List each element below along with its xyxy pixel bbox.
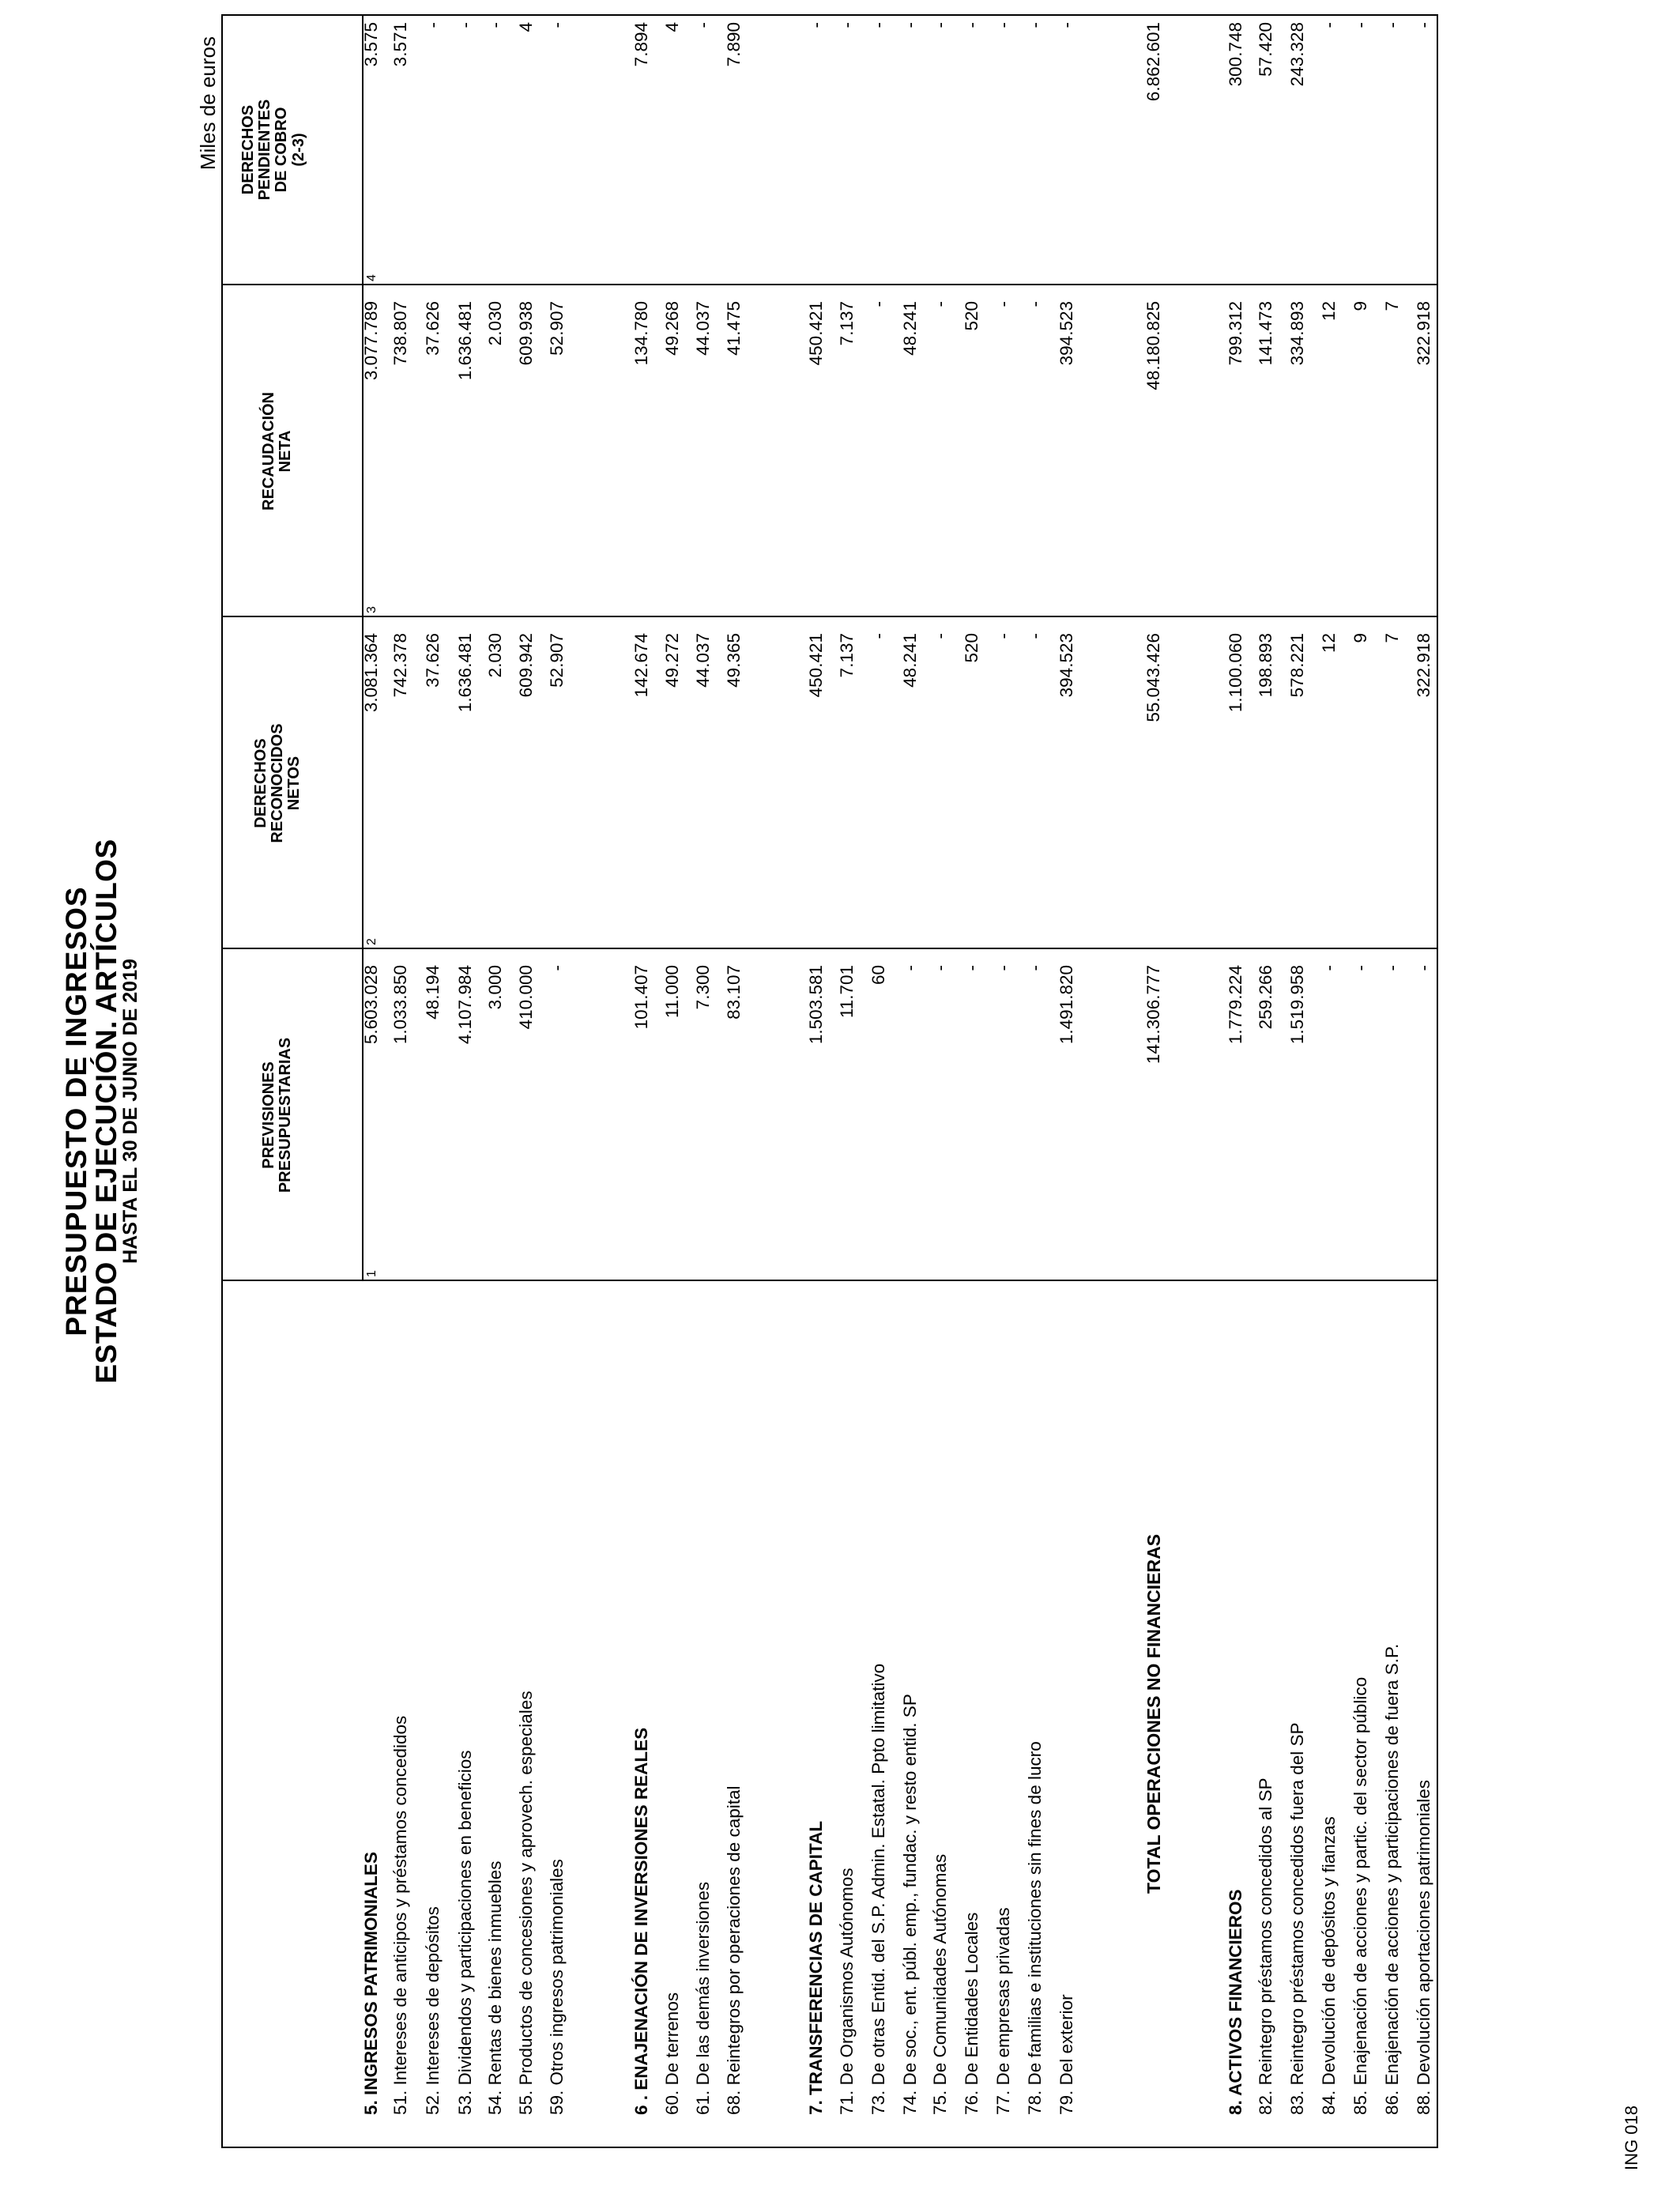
row-value: 1.519.958: [1287, 965, 1307, 1045]
row-value: -: [993, 965, 1013, 971]
section-row: [356, 16, 387, 2147]
row-value: 55.043.426: [1143, 633, 1163, 722]
table-row: [831, 16, 863, 2147]
heading-line: DERECHOS: [239, 104, 257, 195]
row-value: 394.523: [1057, 633, 1076, 698]
row-value: 7.300: [693, 965, 713, 1010]
row-value: 41.475: [724, 301, 744, 356]
row-label: 55. Productos de concesiones y aprovech. especiales: [516, 1691, 536, 2115]
row-label: 79. Del exterior: [1057, 1994, 1076, 2115]
table-row: [385, 16, 416, 2147]
table-row: [988, 16, 1019, 2147]
table-row: [480, 16, 511, 2147]
row-value: -: [1319, 22, 1339, 28]
row-value: 450.421: [806, 301, 826, 366]
row-value: 5.603.028: [361, 965, 381, 1045]
row-label: 7. TRANSFERENCIAS DE CAPITAL: [806, 1820, 826, 2115]
heading-line: NETOS: [285, 756, 303, 811]
document-code: ING 018: [1622, 2105, 1641, 2170]
row-value: 2.030: [485, 633, 505, 678]
row-value: -: [547, 965, 567, 971]
row-value: 578.221: [1287, 633, 1307, 698]
row-value: 1.100.060: [1226, 633, 1245, 713]
row-value: -: [547, 22, 567, 28]
row-value: 7.890: [724, 22, 744, 67]
table-row: [925, 16, 956, 2147]
heading-line: RECAUDACIÓN: [260, 392, 277, 511]
table-row: [1313, 16, 1345, 2147]
row-value: -: [993, 301, 1013, 307]
row-value: -: [993, 22, 1013, 28]
row-value: 49.272: [662, 633, 682, 688]
row-value: -: [455, 22, 475, 28]
row-value: -: [1350, 965, 1370, 971]
row-value: -: [930, 633, 950, 639]
heading-line: DE COBRO: [273, 107, 291, 193]
row-value: 1.636.481: [455, 633, 475, 713]
row-label: 75. De Comunidades Autónomas: [930, 1853, 950, 2115]
column-number: 1: [365, 1270, 379, 1277]
row-value: -: [900, 965, 920, 971]
row-value: 410.000: [516, 965, 536, 1030]
table-row: [956, 16, 988, 2147]
row-label: 88. Devolución aportaciones patrimoniales: [1414, 1780, 1433, 2115]
section-row: [626, 16, 657, 2147]
budget-table: [221, 14, 1438, 2148]
row-value: 48.194: [423, 965, 443, 1020]
row-value: -: [806, 22, 826, 28]
row-value: 60: [868, 965, 888, 986]
title-block: [62, 835, 141, 1388]
row-value: 7: [1382, 301, 1402, 311]
row-value: 48.241: [900, 301, 920, 356]
table-row: [541, 16, 573, 2147]
row-value: 37.626: [423, 301, 443, 356]
row-value: 243.328: [1287, 22, 1307, 87]
row-value: -: [1382, 22, 1402, 28]
table-row: [510, 16, 542, 2147]
row-value: -: [930, 965, 950, 971]
row-value: -: [868, 301, 888, 307]
row-value: 12: [1319, 301, 1339, 322]
table-row: [1345, 16, 1377, 2147]
row-value: 742.378: [390, 633, 410, 698]
row-value: 52.907: [547, 633, 567, 688]
row-value: -: [423, 22, 443, 28]
table-row: [657, 16, 688, 2147]
table-row: [895, 16, 926, 2147]
row-value: 83.107: [724, 965, 744, 1020]
heading-line: PRESUPUESTARIAS: [277, 1037, 295, 1193]
row-label: 77. De empresas privadas: [993, 1907, 1013, 2115]
row-value: 799.312: [1226, 301, 1245, 366]
row-value: -: [837, 22, 857, 28]
row-value: 134.780: [631, 301, 651, 366]
row-label: 84. Devolución de depósitos y fianzas: [1319, 1816, 1339, 2115]
row-value: 3.077.789: [361, 301, 381, 381]
total-row: [1138, 16, 1170, 2147]
row-value: -: [1025, 22, 1045, 28]
row-label: 8. ACTIVOS FINANCIEROS: [1226, 1889, 1245, 2115]
table-row: [1377, 16, 1408, 2147]
row-value: 520: [962, 301, 981, 331]
row-value: 3.575: [361, 22, 381, 67]
row-value: 450.421: [806, 633, 826, 698]
row-value: 520: [962, 633, 981, 663]
table-row: [450, 16, 481, 2147]
row-value: 141.473: [1256, 301, 1275, 366]
row-value: 4: [516, 22, 536, 32]
row-value: 7: [1382, 633, 1402, 643]
row-value: 49.365: [724, 633, 744, 688]
units-label: Miles de euros: [196, 36, 220, 171]
row-value: -: [1025, 301, 1045, 307]
row-value: 300.748: [1226, 22, 1245, 87]
row-label: 6 . ENAJENACIÓN DE INVERSIONES REALES: [631, 1727, 651, 2115]
row-value: 48.180.825: [1143, 301, 1163, 390]
row-label: 74. De soc., ent. públ. emp., fundac. y resto entid. SP: [900, 1694, 920, 2115]
row-label: 71. De Organismos Autónomos: [837, 1868, 857, 2115]
table-row: [718, 16, 750, 2147]
row-label: 73. De otras Entid. del S.P. Admin. Estatal. Ppto limitativo: [868, 1663, 888, 2115]
column-heading-derechos-reconocidos: [253, 617, 303, 949]
row-value: -: [930, 301, 950, 307]
row-value: 7.137: [837, 301, 857, 346]
row-value: 141.306.777: [1143, 965, 1163, 1065]
row-value: -: [693, 22, 713, 28]
row-label: 51. Intereses de anticipos y préstamos concedidos: [390, 1715, 410, 2115]
row-value: -: [868, 633, 888, 639]
row-value: -: [1414, 965, 1433, 971]
row-value: 9: [1350, 633, 1370, 643]
row-value: 3.571: [390, 22, 410, 67]
row-value: -: [962, 22, 981, 28]
row-value: 12: [1319, 633, 1339, 654]
row-value: -: [993, 633, 1013, 639]
report-subtitle: ESTADO DE EJECUCIÓN. ARTÍCULOS: [89, 839, 122, 1384]
row-label: 5. INGRESOS PATRIMONIALES: [361, 1852, 381, 2115]
row-value: 609.938: [516, 301, 536, 366]
row-value: -: [930, 22, 950, 28]
row-label: 76. De Entidades Locales: [962, 1912, 981, 2115]
row-value: 1.033.850: [390, 965, 410, 1045]
report-date-line: HASTA EL 30 DE JUNIO DE 2019: [119, 959, 142, 1264]
row-value: 11.701: [837, 965, 857, 1019]
row-value: 738.807: [390, 301, 410, 366]
row-value: 322.918: [1414, 301, 1433, 366]
row-value: 1.779.224: [1226, 965, 1245, 1045]
row-label: 60. De terrenos: [662, 1992, 682, 2115]
row-label: 54. Rentas de bienes inmuebles: [485, 1860, 505, 2115]
row-value: 44.037: [693, 301, 713, 356]
row-value: -: [1350, 22, 1370, 28]
row-value: 4.107.984: [455, 965, 475, 1045]
row-value: -: [962, 965, 981, 971]
row-label: 83. Reintegro préstamos concedidos fuera del SP: [1287, 1722, 1307, 2115]
row-label: 78. De familias e instituciones sin fines de lucro: [1025, 1741, 1045, 2115]
row-value: 142.674: [631, 633, 651, 698]
table-row: [1051, 16, 1083, 2147]
row-value: 394.523: [1057, 301, 1076, 366]
row-label: 85. Enajenación de acciones y partic. del sector público: [1350, 1676, 1370, 2115]
row-value: 44.037: [693, 633, 713, 688]
heading-line: RECONOCIDOS: [269, 723, 287, 843]
report-title: PRESUPUESTO DE INGRESOS: [60, 886, 92, 1336]
heading-line: NETA: [277, 430, 295, 473]
column-heading-previsiones: [261, 949, 294, 1281]
row-value: -: [1382, 965, 1402, 971]
section-row: [1220, 16, 1252, 2147]
row-value: 101.407: [631, 965, 651, 1030]
column-number: 2: [365, 938, 379, 945]
table-row: [1019, 16, 1051, 2147]
row-value: 198.893: [1256, 633, 1275, 698]
row-value: 52.907: [547, 301, 567, 356]
table-row: [1250, 16, 1282, 2147]
row-value: -: [485, 22, 505, 28]
row-value: 57.420: [1256, 22, 1275, 77]
row-value: 334.893: [1287, 301, 1307, 366]
row-label: 53. Dividendos y participaciones en beneficios: [455, 1750, 475, 2115]
row-value: -: [1414, 22, 1433, 28]
heading-line: (2-3): [289, 133, 307, 167]
row-value: -: [868, 22, 888, 28]
heading-line: DERECHOS: [252, 738, 269, 828]
row-label: 86. Enajenación de acciones y participaciones de fuera S.P.: [1382, 1643, 1402, 2115]
row-value: 1.491.820: [1057, 965, 1076, 1045]
column-number: 4: [365, 274, 379, 281]
row-value: 322.918: [1414, 633, 1433, 698]
row-value: -: [1025, 633, 1045, 639]
row-label: TOTAL OPERACIONES NO FINANCIERAS: [1143, 1534, 1164, 1894]
row-label: 52. Intereses de depósitos: [423, 1906, 443, 2115]
row-value: 4: [662, 22, 682, 32]
column-heading-recaudacion: [261, 285, 294, 617]
row-label: 82. Reintegro préstamos concedidos al SP: [1256, 1777, 1275, 2115]
row-value: -: [1057, 22, 1076, 28]
row-value: 37.626: [423, 633, 443, 688]
table-row: [1282, 16, 1313, 2147]
row-value: -: [1025, 965, 1045, 971]
row-value: 3.081.364: [361, 633, 381, 713]
row-value: 11.000: [662, 965, 682, 1019]
table-row: [417, 16, 449, 2147]
heading-line: PENDIENTES: [256, 99, 274, 201]
row-value: 2.030: [485, 301, 505, 346]
row-value: 609.942: [516, 633, 536, 698]
table-row: [687, 16, 719, 2147]
table-row: [1408, 16, 1440, 2147]
row-label: 59. Otros ingresos patrimoniales: [547, 1859, 567, 2115]
row-value: -: [1319, 965, 1339, 971]
row-value: -: [900, 22, 920, 28]
row-label: 61. De las demás inversiones: [693, 1881, 713, 2115]
row-value: 7.894: [631, 22, 651, 67]
row-value: 7.137: [837, 633, 857, 678]
row-value: 48.241: [900, 633, 920, 688]
row-value: 49.268: [662, 301, 682, 356]
column-heading-derechos-pendientes: [240, 14, 307, 285]
row-value: 9: [1350, 301, 1370, 311]
row-value: 259.266: [1256, 965, 1275, 1030]
row-value: 3.000: [485, 965, 505, 1010]
row-value: 6.862.601: [1143, 22, 1163, 102]
section-row: [800, 16, 832, 2147]
heading-line: PREVISIONES: [260, 1061, 277, 1169]
row-value: 1.503.581: [806, 965, 826, 1045]
column-number: 3: [365, 606, 379, 613]
table-row: [863, 16, 895, 2147]
row-label: 68. Reintegros por operaciones de capital: [724, 1785, 744, 2115]
row-value: 1.636.481: [455, 301, 475, 381]
